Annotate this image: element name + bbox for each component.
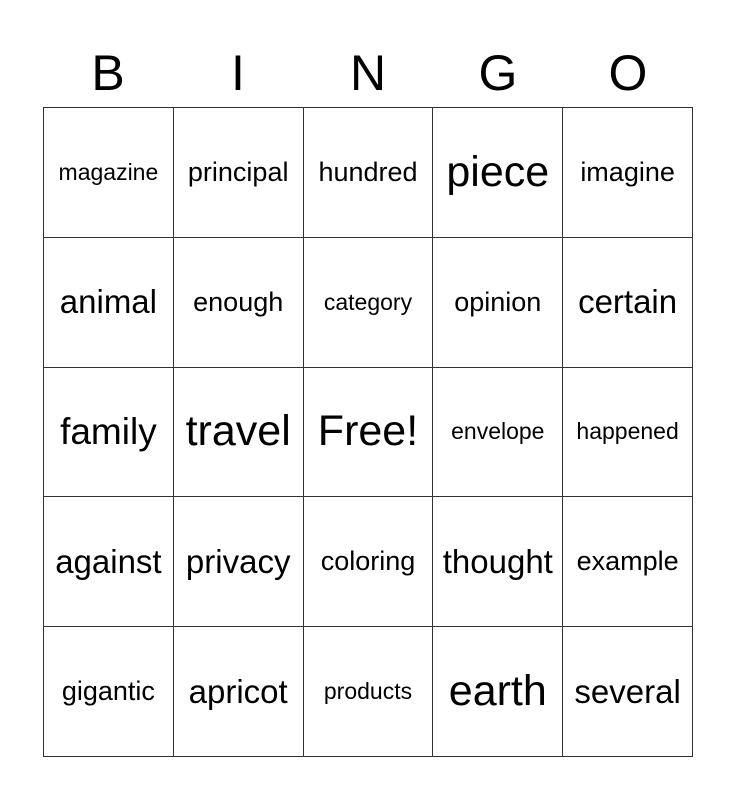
bingo-cell[interactable]: principal [174, 108, 304, 238]
bingo-cell[interactable]: magazine [44, 108, 174, 238]
bingo-cell[interactable]: thought [433, 497, 563, 627]
bingo-cell[interactable]: happened [563, 368, 693, 498]
bingo-cell[interactable]: category [304, 238, 434, 368]
bingo-cell[interactable]: animal [44, 238, 174, 368]
bingo-cell[interactable]: hundred [304, 108, 434, 238]
header-letter-o: O [608, 45, 648, 101]
bingo-board [43, 107, 693, 757]
bingo-cell[interactable]: example [563, 497, 693, 627]
bingo-cell[interactable]: piece [433, 108, 563, 238]
bingo-cell[interactable]: products [304, 627, 434, 757]
header-letter-b: B [91, 45, 125, 101]
bingo-cell[interactable]: apricot [174, 627, 304, 757]
bingo-cell[interactable]: gigantic [44, 627, 174, 757]
bingo-cell[interactable]: opinion [433, 238, 563, 368]
bingo-cell[interactable]: earth [433, 627, 563, 757]
header-letter-i: I [231, 45, 245, 101]
bingo-cell[interactable]: enough [174, 238, 304, 368]
header-letter-n: N [349, 45, 387, 101]
bingo-cell[interactable]: imagine [563, 108, 693, 238]
bingo-cell[interactable]: certain [563, 238, 693, 368]
bingo-cell[interactable]: privacy [174, 497, 304, 627]
bingo-header [43, 42, 693, 104]
bingo-cell[interactable]: against [44, 497, 174, 627]
bingo-cell[interactable]: envelope [433, 368, 563, 498]
bingo-cell[interactable]: travel [174, 368, 304, 498]
header-letter-g: G [478, 45, 518, 101]
free-space-cell[interactable]: Free! [304, 368, 434, 498]
bingo-cell[interactable]: coloring [304, 497, 434, 627]
bingo-cell[interactable]: several [563, 627, 693, 757]
bingo-cell[interactable]: family [44, 368, 174, 498]
